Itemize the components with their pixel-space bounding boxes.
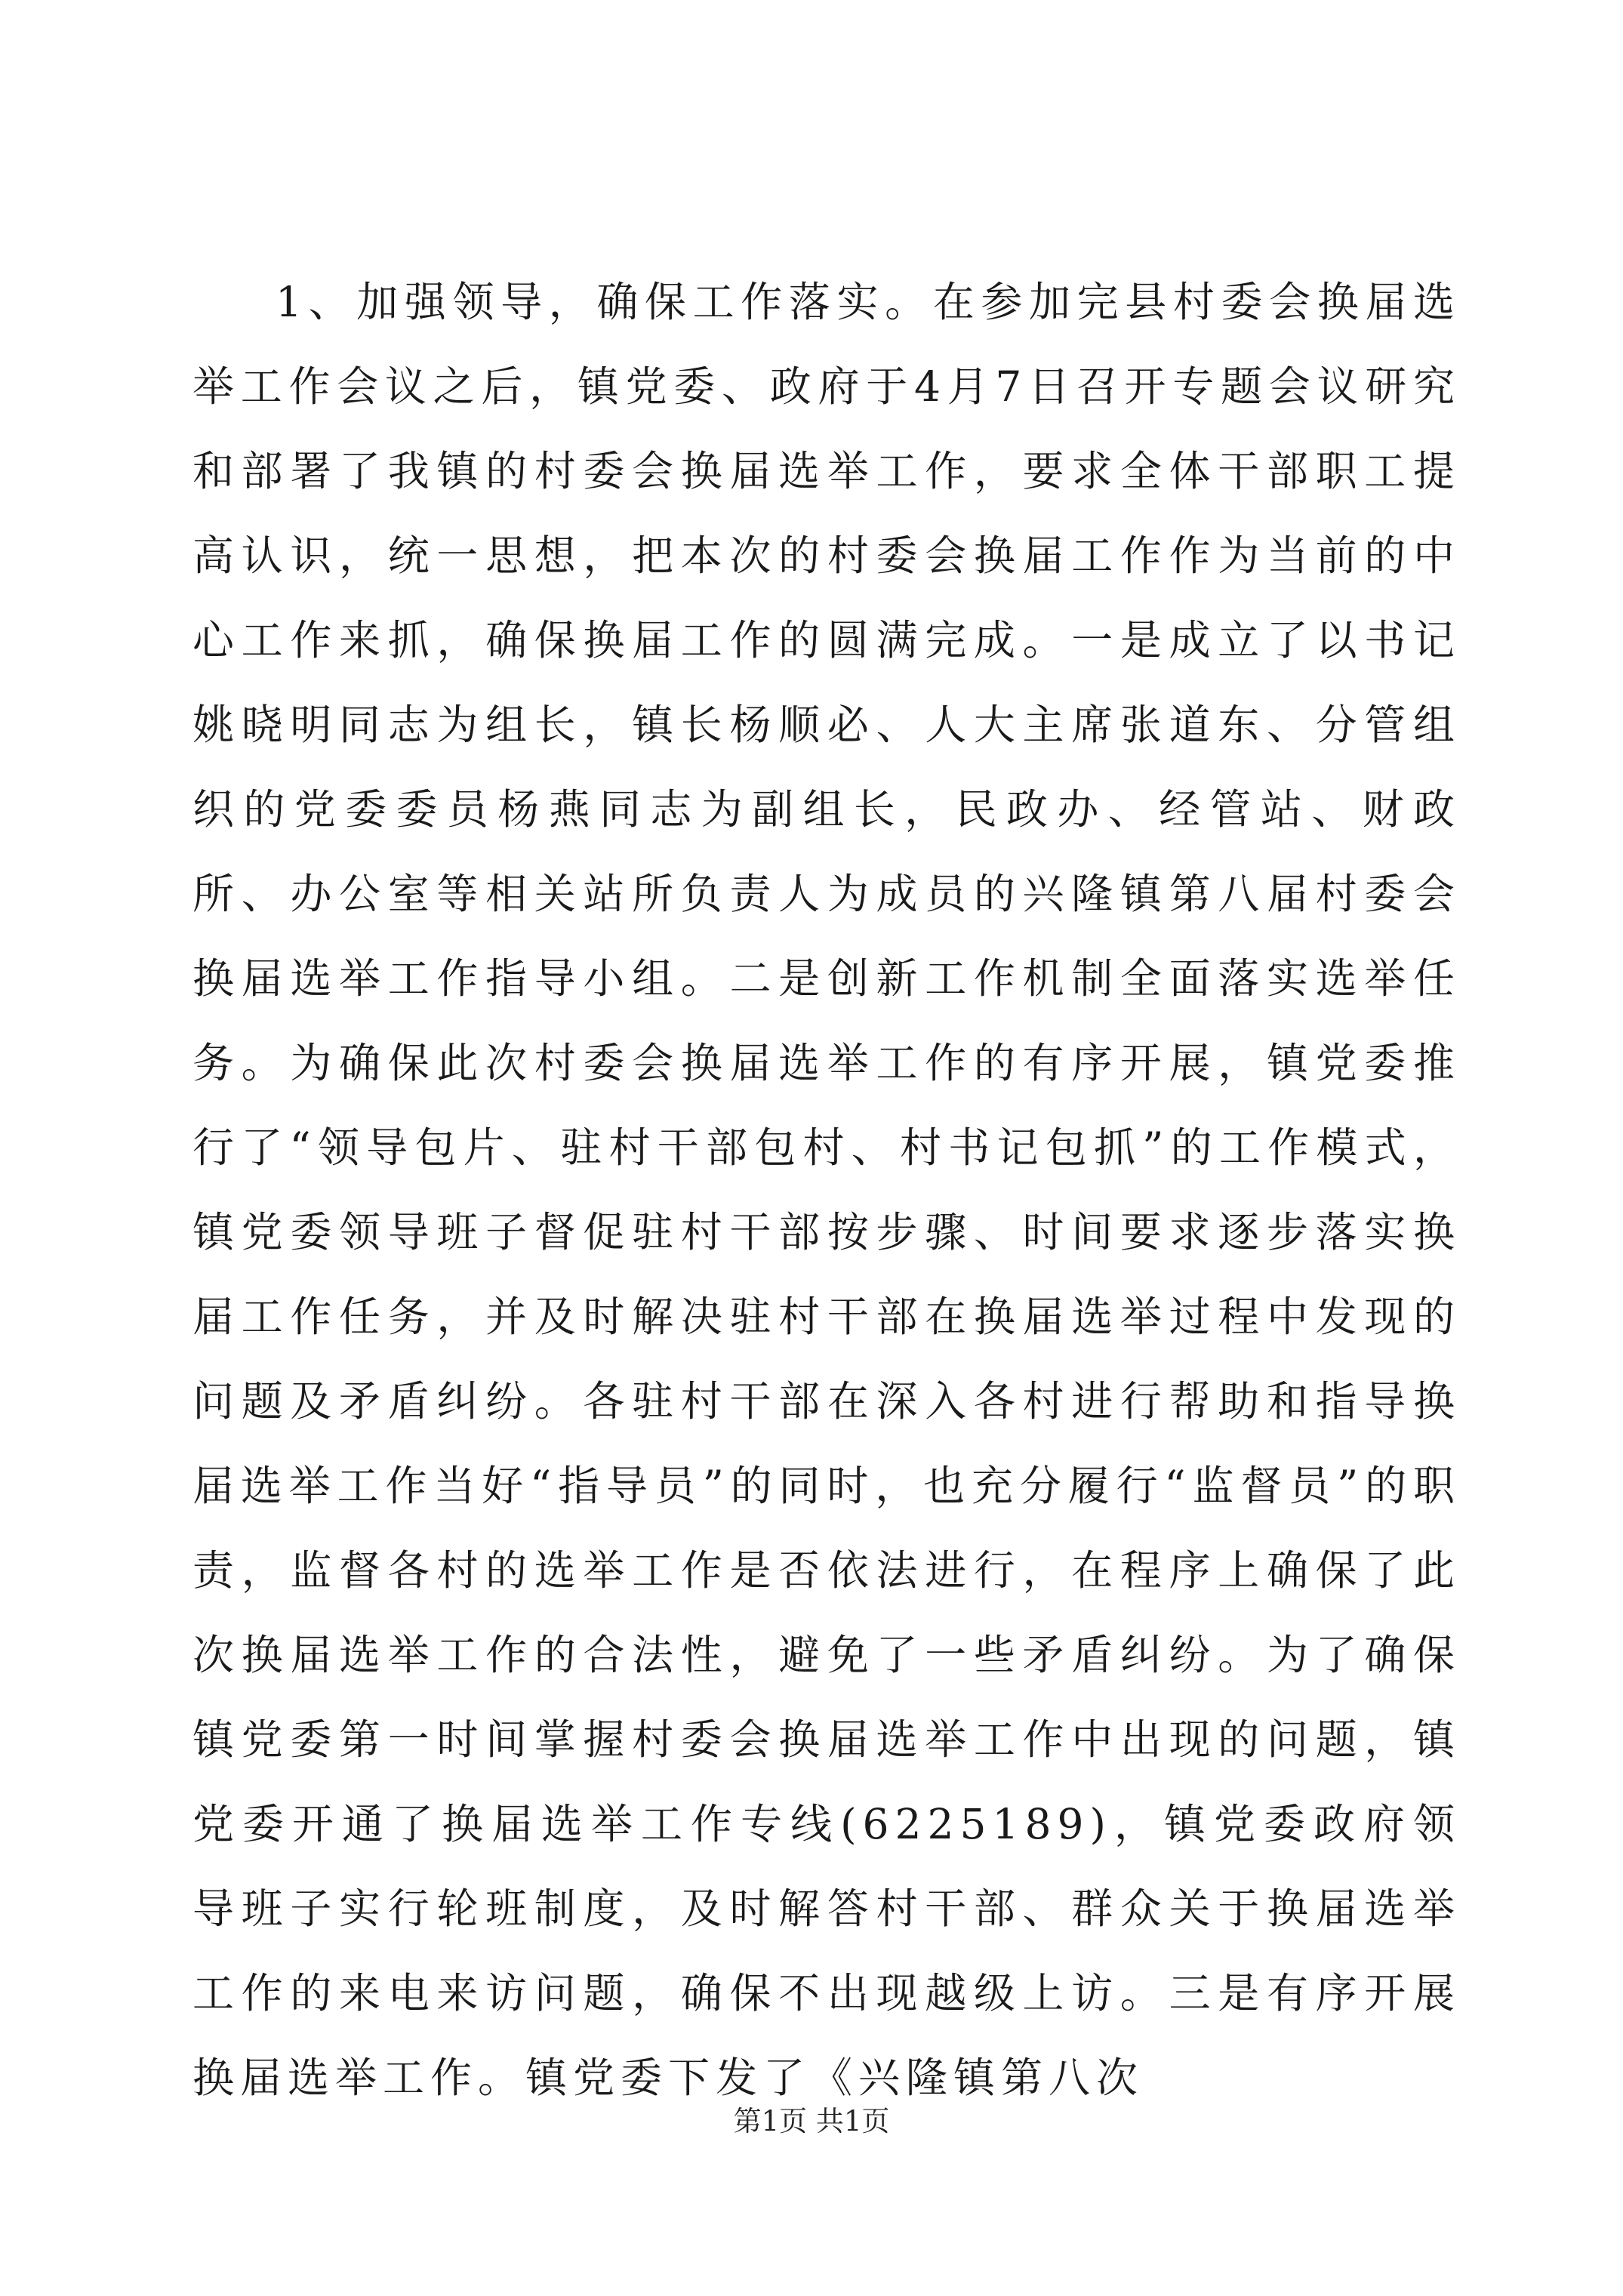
body-paragraph: 1、加强领导，确保工作落实。在参加完县村委会换届选举工作会议之后，镇党委、政府于4月7日召开专题会议研究和部署了我镇的村委会换届选举工作，要求全体干部职工提高认识，统一思想，把本次的村委会换届工作作为当前的中心工作来抓，确保换届工作的圆满完成。一是成立了以书记姚晓明同志为组长，镇长杨顺必、人大主席张道东、分管组织的党委委员杨燕同志为副组长，民政办、经管站、财政所、办公室等相关站所负责人为成员的兴隆镇第八届村委会换届选举工作指导小组。二是创新工作机制全面落实选举任务。为确保此次村委会换届选举工作的有序开展，镇党委推行了“领导包片、驻村干部包村、村书记包抓”的工作模式，镇党委领导班子督促驻村干部按步骤、时间要求逐步落实换届工作任务，并及时解决驻村干部在换届选举过程中发现的问题及矛盾纠纷。各驻村干部在深入各村进行帮助和指导换届选举工作当好“指导员”的同时，也充分履行“监督员”的职责，监督各村的选举工作是否依法进行，在程序上确保了此次换届选举工作的合法性，避免了一些矛盾纠纷。为了确保镇党委第一时间掌握村委会换届选举工作中出现的问题，镇党委开通了换届选举工作专线(6225189)，镇党委政府领导班子实行轮班制度，及时解答村干部、群众关于换届选举工作的来电来访问题，确保不出现越级上访。三是有序开展换届选举工作。镇党委下发了《兴隆镇第八次 — [192, 278, 1461, 2102]
page-footer: 第1页 共1页 — [733, 2105, 890, 2137]
